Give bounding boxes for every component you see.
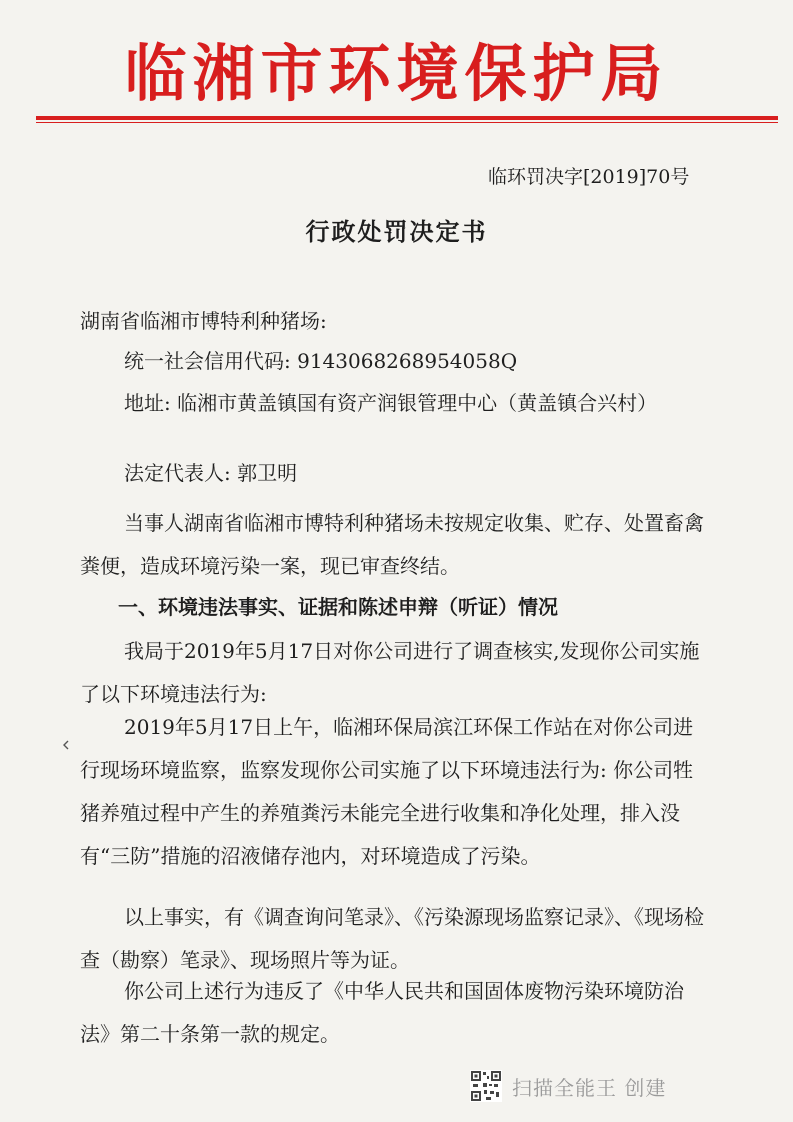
paragraph-evidence: 以上事实，有《调查询问笔录》、《污染源现场监察记录》、《现场检查（勘察）笔录》、现场照片等为证。 — [80, 905, 704, 972]
document-number: 临环罚决字[2019]70号 — [488, 166, 690, 188]
document-title: 行政处罚决定书 — [305, 217, 488, 246]
credit-code: 统一社会信用代码: 9143068268954058Q — [124, 349, 518, 373]
margin-mark-icon — [62, 740, 70, 750]
scanner-watermark — [470, 1070, 666, 1102]
watermark-text: 扫描全能王 创建 — [512, 1075, 667, 1100]
paragraph-violation: 你公司上述行为违反了《中华人民共和国固体废物污染环境防治法》第二十条第一款的规定。 — [80, 979, 684, 1046]
case-intro: 当事人湖南省临湘市博特利种猪场未按规定收集、贮存、处置畜禽粪便，造成环境污染一案，现已审查终结。 — [80, 511, 704, 578]
paragraph-investigation: 我局于2019年5月17日对你公司进行了调查核实,发现你公司实施了以下环境违法行为: — [80, 639, 700, 706]
qr-code-icon — [470, 1070, 502, 1102]
letterhead-title: 临湘市环境保护局 — [124, 37, 669, 110]
letterhead-red-rule — [36, 116, 778, 120]
section-heading: 一、环境违法事实、证据和陈述申辩（听证）情况 — [118, 595, 558, 619]
party-name: 湖南省临湘市博特利种猪场: — [80, 309, 327, 333]
legal-representative: 法定代表人: 郭卫明 — [124, 461, 298, 485]
paragraph-facts: 2019年5月17日上午，临湘环保局滨江环保工作站在对你公司进行现场环境监察，监察发现你公司实施了以下环境违法行为: 你公司牲猪养殖过程中产生的养殖粪污未能完全进行收集和净化处理，排入没有“三防”措施的沼液储存池内，对环境造成了污染。 — [80, 715, 694, 868]
letterhead-red-rule-thin — [36, 122, 778, 123]
party-address: 地址: 临湘市黄盖镇国有资产润银管理中心（黄盖镇合兴村） — [124, 391, 658, 415]
